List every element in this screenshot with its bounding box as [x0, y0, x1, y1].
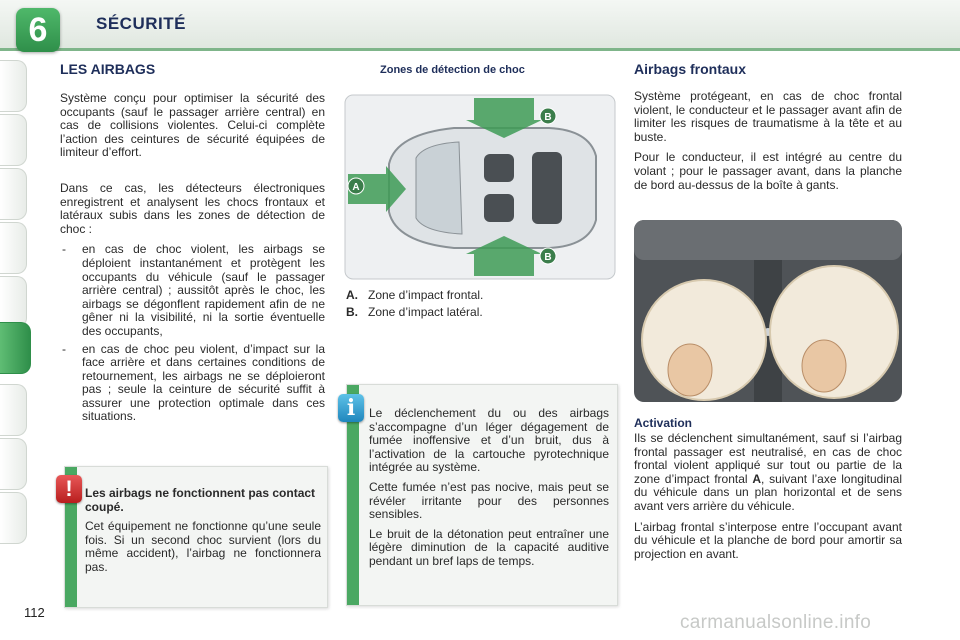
- section-heading: Airbags frontaux: [634, 61, 747, 77]
- crash-zones-illustration: [344, 94, 616, 280]
- chapter-tab[interactable]: [0, 384, 27, 436]
- rear-bench: [532, 152, 562, 224]
- page-header: [0, 0, 960, 50]
- warning-title: Les airbags ne fonctionnent pas contact coupé.: [85, 486, 316, 514]
- info-paragraph: Le bruit de la détonation peut entraîner une légère diminution de la capacité auditive pendant un bref laps de temps.: [369, 526, 609, 568]
- chapter-tab[interactable]: [0, 222, 27, 274]
- watermark: carmanualsonline.info: [680, 612, 872, 633]
- activation-paragraph: [634, 432, 902, 514]
- warning-icon: !: [56, 475, 82, 503]
- activation-text: Ils se déclenchent simultanément, sauf si l’airbag frontal passager est neutralisé, en cas de choc frontal violent appliqué sur tout ou partie de la zone d’impact frontal: [634, 431, 902, 486]
- chapter-tab[interactable]: [0, 168, 27, 220]
- chapter-index-tabs: [0, 60, 40, 580]
- activation-text-end: , suivant l’axe longitudinal du véhicule dans un plan horizontal et de sens avant vers arrière du véhicule.: [634, 471, 902, 513]
- activation-paragraph-2: L’airbag frontal s’interpose entre l’occupant avant du véhicule et la planche de bord pour amortir sa projection en avant.: [634, 519, 902, 561]
- front-seat-left: [484, 154, 514, 182]
- chapter-number-badge: 6: [16, 8, 60, 52]
- legend-text: Zone d’impact frontal.: [368, 288, 484, 302]
- legend-text: Zone d’impact latéral.: [368, 305, 483, 319]
- lateral-zone-arrow-bottom: [474, 254, 534, 276]
- legend-key: A.: [346, 288, 358, 302]
- dashboard-top: [634, 220, 902, 260]
- left-column: [60, 92, 325, 428]
- warning-content: [85, 487, 321, 581]
- chapter-tab[interactable]: [0, 438, 27, 490]
- driver-head: [668, 344, 712, 396]
- warning-box: [64, 466, 328, 608]
- windscreen: [416, 142, 462, 234]
- right-column-top: [634, 90, 902, 199]
- list-item: - en cas de choc violent, les airbags se déploient instantanément et protègent les occupants du véhicule (sauf le passager arrière central) ; aussitôt après le choc, les airbags se dégonflent rapidement afin de ne gêner ni la visibilité, ni la sortie éventuelle des occupants,: [60, 243, 325, 338]
- zone-label-b-bottom: B: [544, 252, 552, 263]
- section-heading: LES AIRBAGS: [60, 61, 156, 77]
- passenger-head: [802, 340, 846, 392]
- info-content: [369, 407, 609, 575]
- legend-row-a: [346, 288, 483, 302]
- intro-paragraph: Système conçu pour optimiser la sécurité des occupants (sauf le passager arrière central) en cas de collisions violentes. Celui-ci complète l’action des ceintures de sécurité équipées de limiteur d’effort.: [60, 91, 325, 160]
- header-divider: [0, 48, 960, 51]
- chapter-tab[interactable]: [0, 492, 27, 544]
- list-item: - en cas de choc peu violent, d’impact sur la face arrière et dans certaines conditions de retournement, les airbags ne se déploieront pas ; seule la ceinture de sécurité suffit à assurer une protection optimale dans ces situations.: [60, 343, 325, 425]
- info-icon: i: [338, 394, 364, 422]
- detection-paragraph: Dans ce cas, les détecteurs électroniques enregistrent et analysent les chocs frontaux et latéraux subis dans les zones de détection de choc :: [60, 180, 325, 236]
- chapter-tab[interactable]: [0, 60, 27, 112]
- front-seat-right: [484, 194, 514, 222]
- chapter-tab[interactable]: [0, 276, 27, 328]
- legend-row-b: [346, 305, 483, 319]
- deployment-list: [60, 243, 325, 424]
- chapter-tab-active[interactable]: [0, 322, 31, 374]
- body-paragraph: Pour le conducteur, il est intégré au centre du volant ; pour le passager avant, dans la planche de bord au-dessus de la boîte à gants.: [634, 150, 902, 192]
- activation-zone-ref: A: [752, 471, 761, 486]
- chapter-title: SÉCURITÉ: [96, 14, 186, 33]
- activation-heading: Activation: [634, 416, 693, 430]
- info-paragraph: Cette fumée n’est pas nocive, mais peut se révéler irritante pour des personnes sensibles.: [369, 479, 609, 522]
- page-number: 112: [24, 605, 45, 620]
- right-column-bottom: [634, 432, 902, 568]
- figure-caption: Zones de détection de choc: [380, 64, 525, 76]
- lateral-zone-arrow-top: [474, 98, 534, 120]
- zone-label-b-top: B: [544, 112, 552, 123]
- zone-label-a: A: [352, 182, 360, 193]
- body-paragraph: Système protégeant, en cas de choc frontal violent, le conducteur et le passager avant afin de limiter les risques de traumatisme à la tête et au buste.: [634, 89, 902, 144]
- info-paragraph: Le déclenchement du ou des airbags s’accompagne d’un léger dégagement de fumée inoffensive et d’un bruit, dus à l’activation de la cartouche pyrotechnique intégrée au système.: [369, 406, 609, 475]
- legend-key: B.: [346, 305, 358, 319]
- chapter-tab[interactable]: [0, 114, 27, 166]
- info-box: [346, 384, 618, 606]
- warning-text: Cet équipement ne fonctionne qu’une seule fois. Si un second choc survient (lors du même accident), l’airbag ne fonctionnera pas.: [85, 519, 321, 574]
- front-airbags-illustration: [634, 220, 902, 402]
